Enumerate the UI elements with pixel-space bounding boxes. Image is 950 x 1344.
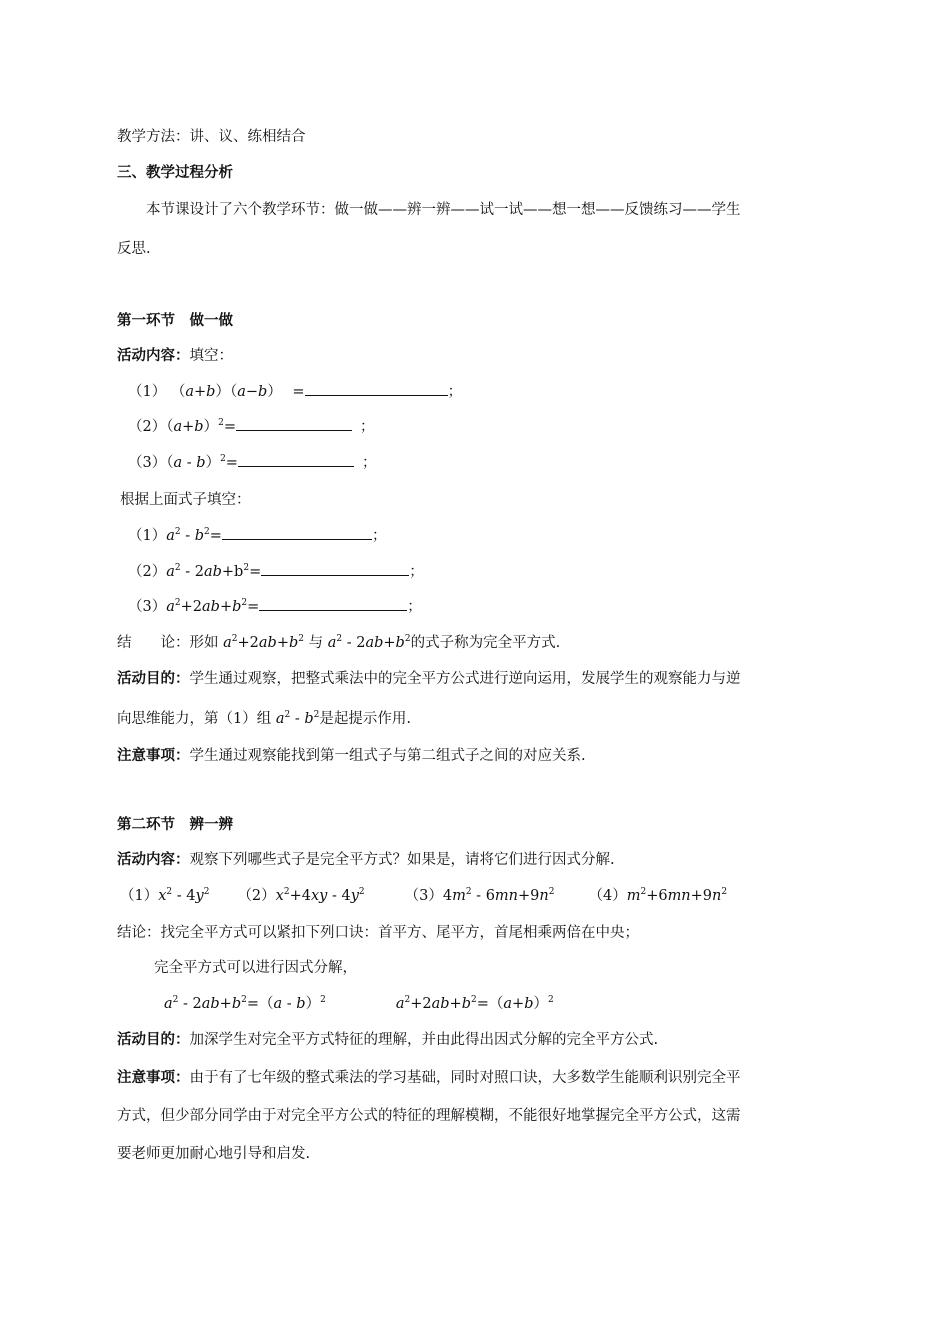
variable: n xyxy=(712,888,722,904)
equals: = xyxy=(249,564,262,580)
purpose-text: 学生通过观察，把整式乘法中的完全平方公式进行逆向运用，发展学生的观察能力与逆 xyxy=(189,671,741,687)
operator: +2 xyxy=(237,635,259,651)
option-number: （1） xyxy=(120,888,159,904)
variable: m xyxy=(626,888,641,904)
option-2 xyxy=(237,888,364,904)
stage1-activity xyxy=(117,346,233,366)
var-ab: ab xyxy=(365,635,384,651)
variable: a xyxy=(503,996,513,1012)
variable: xy xyxy=(310,888,328,904)
exponent: 2 xyxy=(203,887,210,898)
operator: - 2 xyxy=(178,996,202,1012)
variable: n xyxy=(539,888,549,904)
equals: = xyxy=(247,599,260,615)
note-label: 注意事项： xyxy=(117,1069,190,1086)
exponent: 2 xyxy=(241,598,248,609)
stage1-conclusion xyxy=(117,633,560,653)
exponent: 2 xyxy=(721,887,728,898)
exponent: 2 xyxy=(174,563,181,574)
exponent: 2 xyxy=(241,995,247,1006)
note-label: 注意事项： xyxy=(117,747,190,764)
stage1-activity-label: 活动内容： xyxy=(117,347,190,364)
fill2-item-2 xyxy=(128,561,424,582)
operator: - xyxy=(180,528,195,544)
paren: （ xyxy=(170,384,186,400)
var-a: a xyxy=(223,635,232,651)
stage2-conclusion xyxy=(117,923,639,943)
stage2-title: 第二环节 辨一辨 xyxy=(117,816,233,833)
equals: = xyxy=(209,528,222,544)
var-b: b xyxy=(395,635,405,651)
var-a: a xyxy=(327,635,337,651)
operator: - xyxy=(290,711,305,727)
teaching-method-text: 讲、议、练相结合 xyxy=(189,129,306,145)
var-a: a xyxy=(166,599,175,615)
stage2-note-line-1 xyxy=(117,1068,741,1088)
var-b: b xyxy=(288,635,299,651)
option-number: （4） xyxy=(588,888,627,904)
var-ab: ab xyxy=(258,635,277,651)
variable: a xyxy=(395,996,405,1012)
exponent: 2 xyxy=(166,887,173,898)
variable: x xyxy=(158,888,167,904)
conclusion-text: 找完全平方式可以紧扣下列口诀：首平方、尾平方，首尾相乘两倍在中央； xyxy=(160,925,639,941)
var-b: b xyxy=(232,599,242,615)
paren: ） xyxy=(215,384,230,400)
var-a: a xyxy=(185,384,194,400)
var-a: a xyxy=(173,419,183,435)
exponent: 2 xyxy=(358,887,365,898)
paren: ） xyxy=(205,455,221,471)
paren: （ xyxy=(166,455,174,471)
operator: + xyxy=(219,599,233,615)
operator: + xyxy=(219,996,232,1012)
exponent: 2 xyxy=(640,887,647,898)
operator: =（ xyxy=(476,996,504,1012)
stage2-note-line-3: 要老师更加耐心地引导和启发. xyxy=(117,1146,311,1162)
exponent: 2 xyxy=(220,454,226,465)
var-b: b xyxy=(196,455,206,471)
punct: ； xyxy=(409,564,424,580)
var-a: a xyxy=(166,528,175,544)
punct: ； xyxy=(447,384,463,400)
equals: = xyxy=(223,419,236,435)
text: 的式子称为完全平方式. xyxy=(410,635,561,651)
equals: = xyxy=(292,384,305,400)
formula-2 xyxy=(396,996,554,1012)
stage2-activity xyxy=(117,850,615,870)
stage2-activity-label: 活动内容： xyxy=(117,851,190,868)
punct: ； xyxy=(371,528,387,544)
var-a: a xyxy=(166,564,175,580)
operator: + xyxy=(276,635,289,651)
operator: +9 xyxy=(690,888,713,904)
punct: ； xyxy=(359,419,375,435)
variable: b xyxy=(461,996,471,1012)
paren: ） xyxy=(267,384,282,400)
operator: ） xyxy=(305,996,321,1012)
exponent: 2 xyxy=(218,418,224,429)
stage1-note xyxy=(117,746,586,766)
answer-blank[interactable] xyxy=(259,596,407,611)
exponent: 2 xyxy=(465,887,472,898)
variable: x xyxy=(275,888,284,904)
item-number: （3） xyxy=(128,599,167,615)
item-number: （1） xyxy=(128,384,167,400)
exponent: 2 xyxy=(547,995,554,1006)
var-a: a xyxy=(237,384,246,400)
operator: + xyxy=(182,419,195,435)
conclusion-label: 结论： xyxy=(117,925,161,941)
exponent: 2 xyxy=(298,634,304,645)
operator: ） xyxy=(533,996,548,1012)
fill-instruction: 根据上面式子填空： xyxy=(120,492,251,508)
exponent: 2 xyxy=(470,995,477,1006)
operator: - 6 xyxy=(471,888,495,904)
variable: b xyxy=(296,996,306,1012)
answer-blank[interactable] xyxy=(236,416,352,431)
var-b: b xyxy=(194,528,205,544)
purpose-text: 加深学生对完全平方式特征的理解，并由此得出因式分解的完全平方公式. xyxy=(189,1032,659,1048)
operator: + xyxy=(383,635,396,651)
stage2-options xyxy=(120,886,727,906)
exponent: 2 xyxy=(548,887,555,898)
operator: +4 xyxy=(289,888,311,904)
operator: - 2 xyxy=(342,635,366,651)
equals: = xyxy=(225,455,238,471)
exponent: 2 xyxy=(231,634,238,645)
punct: ； xyxy=(361,455,377,471)
item-number: （2） xyxy=(128,419,167,435)
text: 形如 xyxy=(189,635,224,651)
fill-item-3 xyxy=(128,452,376,473)
stage1-purpose-line-2 xyxy=(117,709,411,729)
fill-item-2 xyxy=(128,416,374,437)
exponent: 2 xyxy=(404,634,411,645)
punct: ； xyxy=(407,599,422,615)
exponent: 2 xyxy=(336,634,343,645)
exponent: 2 xyxy=(204,527,210,538)
variable: y xyxy=(195,888,204,904)
fill-item-1 xyxy=(128,381,462,402)
variable: b xyxy=(524,996,534,1012)
stage1-purpose-line-1 xyxy=(117,669,741,689)
answer-blank[interactable] xyxy=(305,381,448,396)
operator: + xyxy=(512,996,525,1012)
exponent: 2 xyxy=(284,710,291,721)
note-text: 学生通过观察能找到第一组式子与第二组式子之间的对应关系. xyxy=(189,748,586,764)
formula-1 xyxy=(164,996,326,1012)
variable: a xyxy=(164,996,173,1012)
variable: b xyxy=(231,996,242,1012)
item-number: （1） xyxy=(128,528,167,544)
exponent: 2 xyxy=(283,887,290,898)
answer-blank[interactable] xyxy=(261,561,409,576)
fill2-item-3 xyxy=(128,596,422,617)
answer-blank[interactable] xyxy=(222,525,372,540)
operator: − xyxy=(245,384,259,400)
var-ab: ab xyxy=(202,599,220,615)
option-1 xyxy=(120,888,209,904)
note-text: 由于有了七年级的整式乘法的学习基础，同时对照口诀，大多数学生能顺利识别完全平 xyxy=(189,1070,741,1086)
exponent: 2 xyxy=(174,527,181,538)
stage2-activity-text: 观察下列哪些式子是完全平方式？如果是，请将它们进行因式分解. xyxy=(189,852,615,868)
text: 向思维能力，第（1）组 xyxy=(117,711,276,727)
operator: - xyxy=(182,455,197,471)
option-number: （3） xyxy=(404,888,443,904)
variable: mn xyxy=(494,888,519,904)
text: 与 xyxy=(304,635,328,651)
var-b: b xyxy=(304,711,314,727)
purpose-label: 活动目的： xyxy=(117,1031,190,1048)
item-number: （2） xyxy=(128,564,167,580)
stage1-activity-text: 填空： xyxy=(189,348,233,364)
fill2-item-1 xyxy=(128,525,386,546)
text: 是起提示作用. xyxy=(319,711,411,727)
operator: + xyxy=(194,384,207,400)
var-a: a xyxy=(275,711,285,727)
conclusion-label: 结 论： xyxy=(117,635,190,651)
operator: 4 xyxy=(442,888,453,904)
var-b: b xyxy=(258,384,268,400)
stage1-title: 第一环节 做一做 xyxy=(117,312,233,329)
var-b: b xyxy=(194,419,204,435)
option-4 xyxy=(588,888,727,904)
intro-line-2: 反思. xyxy=(117,241,151,257)
var-a: a xyxy=(173,455,183,471)
variable: m xyxy=(452,888,466,904)
formulas xyxy=(164,994,554,1014)
exponent: 2 xyxy=(174,598,181,609)
teaching-method xyxy=(117,127,306,147)
variable: a xyxy=(273,996,283,1012)
exponent: 2 xyxy=(404,995,411,1006)
paren: （ xyxy=(166,419,174,435)
option-number: （2） xyxy=(237,888,276,904)
exponent: 2 xyxy=(172,995,179,1006)
operator: +2 xyxy=(180,599,202,615)
operator: - 4 xyxy=(172,888,196,904)
exponent: 2 xyxy=(243,563,250,574)
paren: ） xyxy=(203,419,219,435)
operator: +9 xyxy=(518,888,540,904)
operator: - 4 xyxy=(327,888,351,904)
operator: - 2 xyxy=(180,564,204,580)
factor-text: 完全平方式可以进行因式分解， xyxy=(154,960,357,976)
exponent: 2 xyxy=(313,710,320,721)
paren: （ xyxy=(229,384,238,400)
operator: =（ xyxy=(246,996,274,1012)
variable: ab xyxy=(431,996,450,1012)
variable: mn xyxy=(667,888,691,904)
operator: +2 xyxy=(410,996,432,1012)
operator: - xyxy=(282,996,297,1012)
var-b: b xyxy=(206,384,216,400)
stage2-purpose xyxy=(117,1030,658,1050)
exponent: 2 xyxy=(320,995,326,1006)
section-title: 三、教学过程分析 xyxy=(117,164,233,181)
variable: y xyxy=(350,888,359,904)
var-ab: ab xyxy=(203,564,222,580)
operator: +b xyxy=(221,564,244,580)
operator: + xyxy=(449,996,462,1012)
stage2-note-line-2: 方式，但少部分同学由于对完全平方公式的特征的理解模糊，不能很好地掌握完全平方公式，这需 xyxy=(117,1108,741,1124)
purpose-label: 活动目的： xyxy=(117,670,190,687)
teaching-method-label: 教学方法： xyxy=(117,129,190,145)
option-3 xyxy=(405,888,555,904)
item-number: （3） xyxy=(128,455,167,471)
answer-blank[interactable] xyxy=(238,452,354,467)
intro-line-1: 本节课设计了六个教学环节：做一做——辨一辨——试一试——想一想——反馈练习——学生 xyxy=(146,202,741,218)
variable: ab xyxy=(201,996,220,1012)
operator: +6 xyxy=(646,888,668,904)
